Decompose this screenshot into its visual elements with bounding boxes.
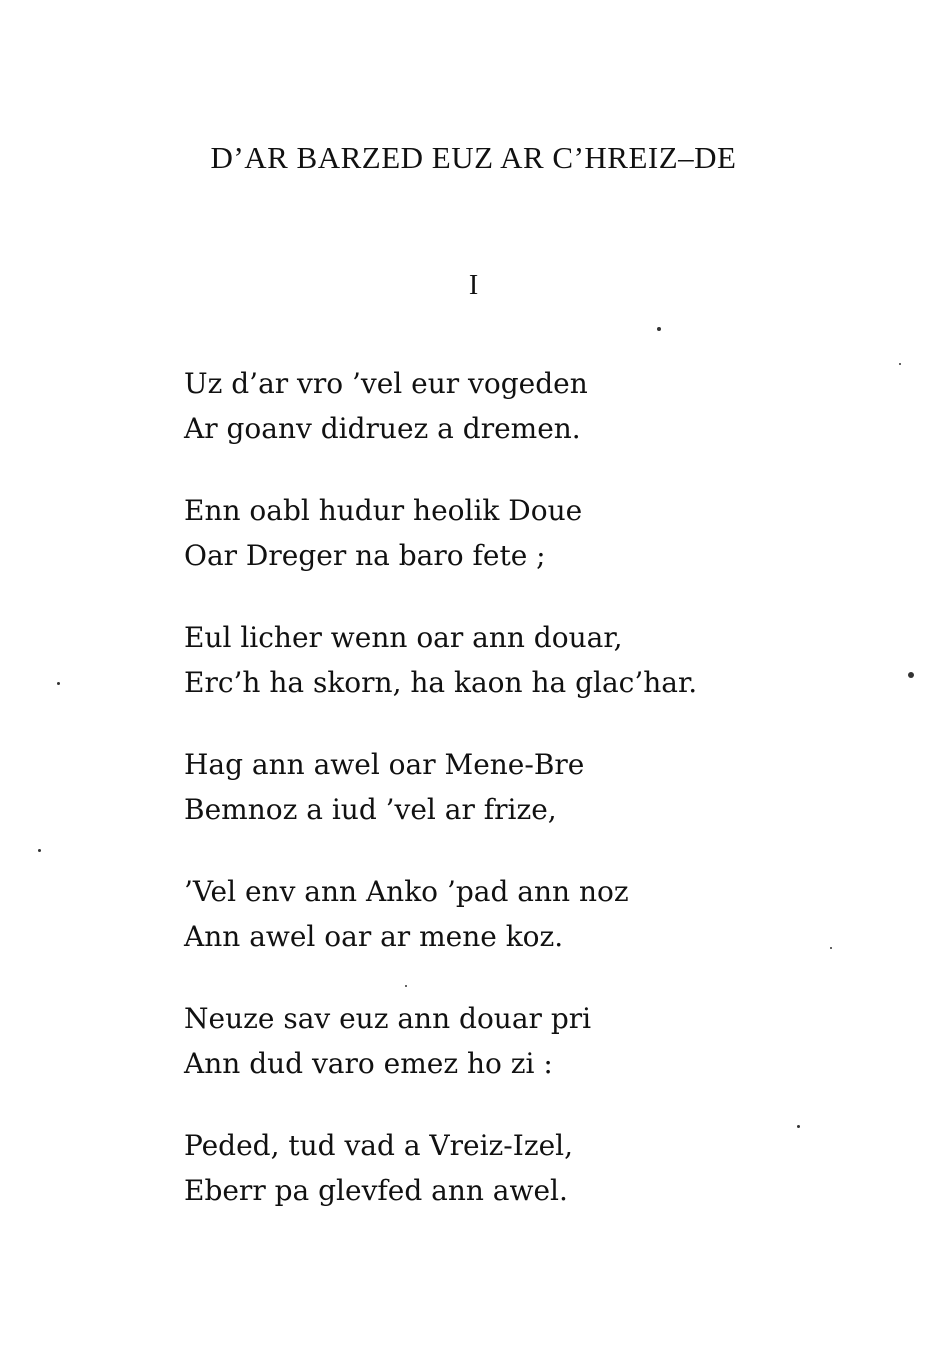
scan-speck — [908, 672, 914, 678]
poem-body — [184, 362, 834, 1251]
verse-line: Ar goanv didruez a dremen. — [184, 411, 581, 445]
scan-speck — [38, 849, 41, 852]
scan-speck — [657, 327, 661, 331]
stanza — [184, 1124, 834, 1213]
section-number: I — [468, 270, 479, 301]
stanza — [184, 489, 834, 578]
stanza — [184, 743, 834, 832]
scan-speck — [830, 947, 832, 949]
verse-line: Oar Dreger na baro fete ; — [184, 538, 546, 572]
stanza — [184, 997, 834, 1086]
verse-line: Peded, tud vad a Vreiz-Izel, — [184, 1129, 573, 1162]
scan-speck — [797, 1125, 800, 1128]
stanza — [184, 870, 834, 959]
verse-line: Eul licher wenn oar ann douar, — [184, 621, 623, 654]
verse-line: Hag ann awel oar Mene-Bre — [184, 748, 585, 781]
verse-line: ’Vel env ann Anko ’pad ann noz — [184, 875, 629, 908]
verse-line: Ann dud varo emez ho zi : — [184, 1046, 553, 1080]
verse-line: Neuze sav euz ann douar pri — [184, 1002, 592, 1035]
verse-line: Eberr pa glevfed ann awel. — [184, 1173, 568, 1207]
scan-speck — [405, 985, 407, 987]
verse-line: Erc’h ha skorn, ha kaon ha glac’har. — [184, 665, 698, 699]
scan-speck — [57, 682, 60, 685]
stanza — [184, 616, 834, 705]
verse-line: Uz d’ar vro ’vel eur vogeden — [184, 367, 588, 400]
verse-line: Enn oabl hudur heolik Doue — [184, 494, 583, 527]
scan-speck — [899, 363, 901, 365]
stanza — [184, 362, 834, 451]
verse-line: Ann awel oar ar mene koz. — [184, 919, 564, 953]
verse-line: Bemnoz a iud ’vel ar frize, — [184, 792, 557, 826]
poem-title: D’AR BARZED EUZ AR C’HREIZ–DE — [210, 140, 737, 175]
